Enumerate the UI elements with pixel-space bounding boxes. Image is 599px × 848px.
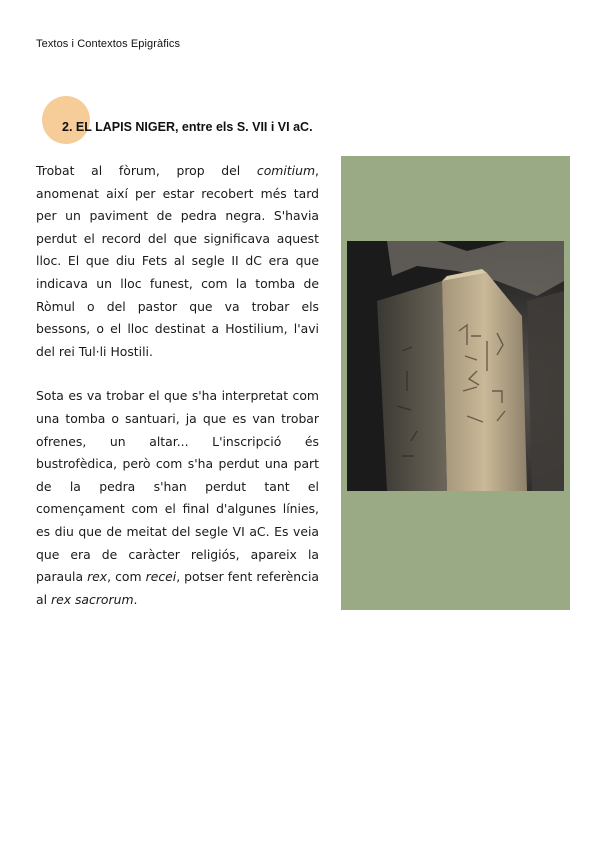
text-run: Trobat al fòrum, prop del xyxy=(36,163,257,178)
text-run: . xyxy=(133,591,138,607)
italic-term: comitium xyxy=(256,163,316,178)
section-title: 2. EL LAPIS NIGER, entre els S. VII i VI aC. xyxy=(62,120,313,134)
text-run: , potser fent referència al xyxy=(36,569,319,607)
image-panel xyxy=(341,156,570,610)
text-run: Sota es va trobar el que s'ha interpretat com una tomba o santuari, ja que es van trobar ofrenes, un altar... L'inscripció és bustrofèdica, però com s'ha perdut una part de la pedra s'han perdut tant el començament com el final d'algunes línies, es diu que de meitat del segle VI aC. Es veia que era de caràcter religiós, apareix la paraula xyxy=(36,388,319,585)
lapis-niger-photo xyxy=(347,241,564,491)
inscribed-stone-image xyxy=(347,241,564,491)
text-run: , anomenat així per estar recobert més tard per un paviment de pedra negra. S'havia perdut el record del que significava aquest lloc. El que diu Fets al segle II dC era que indicava un lloc funest, com la tomba de Ròmul o del pastor que va trobar els bessons, o el lloc destinat a Hostilium, l'avi del rei Tul·li Hostili. xyxy=(36,163,319,359)
page-header: Textos i Contextos Epigràfics xyxy=(36,38,181,50)
italic-term: recei xyxy=(145,569,177,585)
italic-term: rex xyxy=(87,569,108,585)
paragraph-2 xyxy=(36,385,319,611)
italic-term: rex sacrorum xyxy=(50,591,134,607)
text-run: , com xyxy=(107,569,146,585)
body-text xyxy=(36,160,319,633)
paragraph-1 xyxy=(36,160,319,363)
section-heading xyxy=(42,96,382,144)
